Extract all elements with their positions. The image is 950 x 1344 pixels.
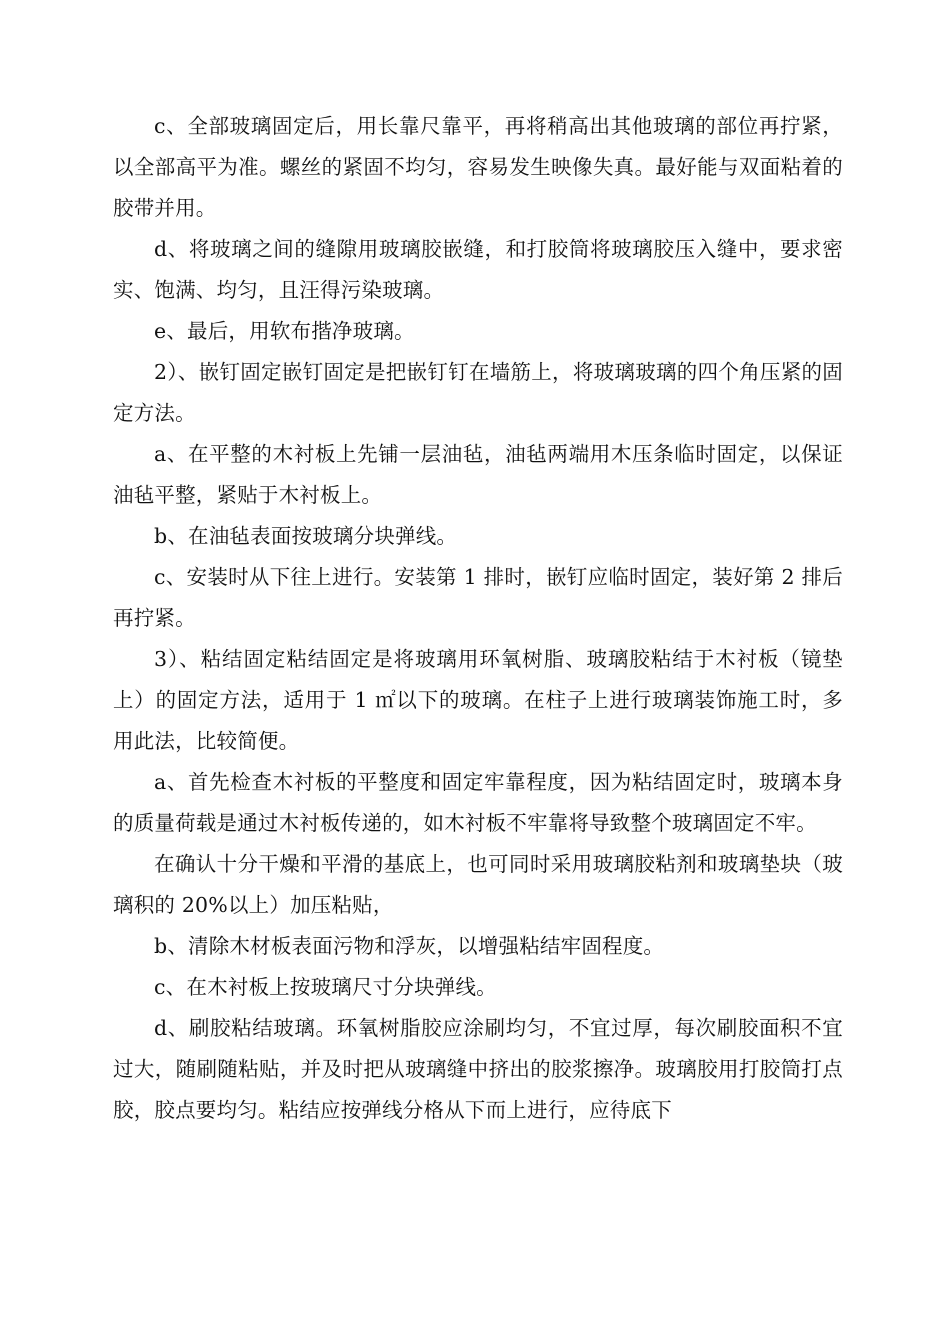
paragraph-2: d、将玻璃之间的缝隙用玻璃胶嵌缝，和打胶筒将玻璃胶压入缝中，要求密实、饱满、均匀，且汪得污染玻璃。 — [113, 237, 843, 302]
paragraph-7: c、安装时从下往上进行。安装第 1 排时，嵌钉应临时固定，装好第 2 排后再拧紧。 — [113, 565, 843, 630]
paragraph-11: b、清除木材板表面污物和浮灰，以增强粘结牢固程度。 — [154, 934, 665, 958]
paragraph-12: c、在木衬板上按玻璃尺寸分块弹线。 — [154, 975, 497, 999]
paragraph-10: 在确认十分干燥和平滑的基底上，也可同时采用玻璃胶粘剂和玻璃垫块（玻璃积的 20%以上）加压粘贴， — [113, 852, 843, 917]
paragraph-6: b、在油毡表面按玻璃分块弹线。 — [154, 524, 458, 548]
paragraph-13: d、刷胶粘结玻璃。环氧树脂胶应涂刷均匀，不宜过厚，每次刷胶面积不宜过大，随刷随粘贴，并及时把从玻璃缝中挤出的胶浆擦净。玻璃胶用打胶筒打点胶，胶点要均匀。粘结应按弹线分格从下而上进行，应待底下 — [113, 1016, 843, 1122]
document-body — [113, 106, 843, 1131]
paragraph-4: 2）、嵌钉固定嵌钉固定是把嵌钉钉在墙筋上，将玻璃玻璃的四个角压紧的固定方法。 — [113, 360, 843, 425]
paragraph-3: e、最后，用软布揩净玻璃。 — [154, 319, 415, 343]
paragraph-1: c、全部玻璃固定后，用长靠尺靠平，再将稍高出其他玻璃的部位再拧紧，以全部高平为准。螺丝的紧固不均匀，容易发生映像失真。最好能与双面粘着的胶带并用。 — [113, 114, 843, 220]
paragraph-5: a、在平整的木衬板上先铺一层油毡，油毡两端用木压条临时固定，以保证油毡平整，紧贴于木衬板上。 — [113, 442, 843, 507]
paragraph-8: 3）、粘结固定粘结固定是将玻璃用环氧树脂、玻璃胶粘结于木衬板（镜垫上）的固定方法，适用于 1 ㎡以下的玻璃。在柱子上进行玻璃装饰施工时，多用此法，比较简便。 — [113, 647, 843, 753]
paragraph-9: a、首先检查木衬板的平整度和固定牢靠程度，因为粘结固定时，玻璃本身的质量荷载是通过木衬板传递的，如木衬板不牢靠将导致整个玻璃固定不牢。 — [113, 770, 843, 835]
